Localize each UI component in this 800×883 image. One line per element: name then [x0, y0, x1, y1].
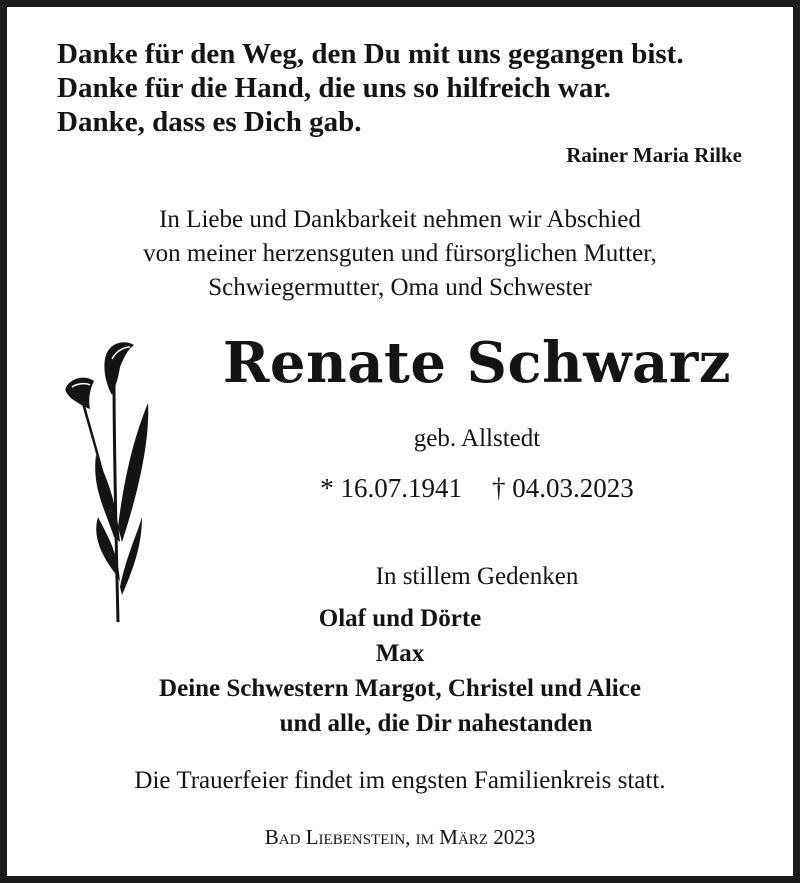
funeral-note: Die Trauerfeier findet im engsten Familienkreis statt. [134, 767, 666, 794]
quote-line: Danke, dass es Dich gab. [57, 106, 362, 138]
deceased-name: Renate Schwarz [222, 330, 732, 396]
mourner-line: und alle, die Dir nahestanden [279, 710, 593, 737]
farewell-intro [7, 203, 793, 305]
rilke-quote [57, 37, 684, 139]
intro-line: von meiner herzensguten und fürsorglichen Mutter, [143, 240, 657, 267]
mourner-line: Olaf und Dörte [318, 605, 482, 632]
intro-line: Schwiegermutter, Oma und Schwester [208, 274, 592, 301]
memory-line: In stillem Gedenken [375, 563, 579, 590]
quote-line: Danke für den Weg, den Du mit uns gegangen bist. [57, 38, 684, 70]
intro-line: In Liebe und Dankbarkeit nehmen wir Abschied [159, 206, 641, 233]
calla-lily-icon [62, 337, 157, 627]
mourners-list [7, 601, 793, 741]
life-dates [187, 473, 767, 504]
place-and-date: Bad Liebenstein, im März 2023 [264, 825, 536, 849]
birth-date: * 16.07.1941 [320, 473, 462, 503]
quote-line: Danke für die Hand, die uns so hilfreich war. [57, 72, 611, 104]
quote-author: Rainer Maria Rilke [566, 143, 742, 167]
mourner-line: Deine Schwestern Margot, Christel und Alice [159, 675, 641, 702]
maiden-name: geb. Allstedt [413, 425, 541, 452]
mourner-line: Max [375, 640, 425, 667]
death-date: † 04.03.2023 [492, 473, 634, 503]
